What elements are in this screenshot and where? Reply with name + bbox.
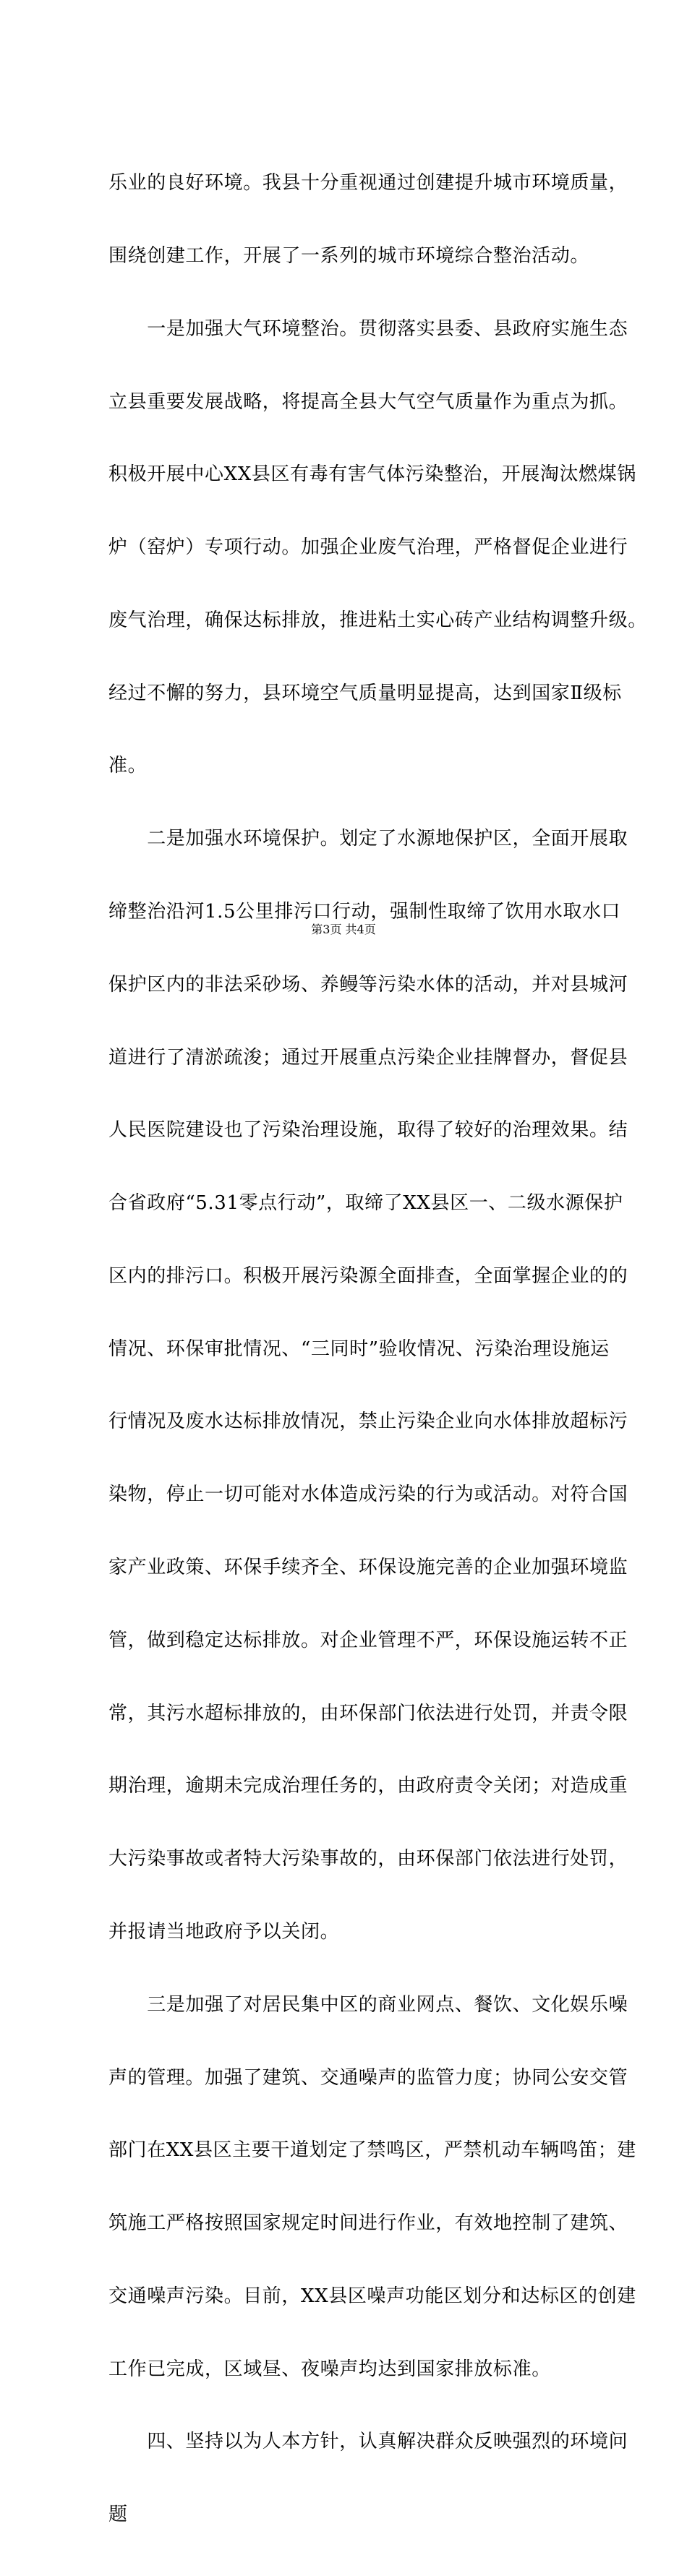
text-line: 二是加强水环境保护。划定了水源地保护区，全面开展取	[108, 828, 628, 850]
text-line: 四、坚持以为人本方针，认真解决群众反映强烈的环境问	[108, 2431, 628, 2453]
text-line: 并报请当地政府予以关闭。	[108, 1920, 340, 1943]
text-line: 围绕创建工作，开展了一系列的城市环境综合整治活动。	[108, 244, 590, 267]
text-line: 工作已完成，区域昼、夜噪声均达到国家排放标准。	[108, 2358, 551, 2380]
text-line: 保护区内的非法采砂场、养鳗等污染水体的活动，并对县城河	[108, 973, 628, 996]
text-line: 立县重要发展战略，将提高全县大气空气质量作为重点为抓。	[108, 390, 628, 413]
text-line: 准。	[108, 755, 148, 777]
text-line: 乐业的良好环境。我县十分重视通过创建提升城市环境质量，	[108, 172, 628, 194]
text-line: 期治理，逾期未完成治理任务的，由政府责令关闭；对造成重	[108, 1775, 628, 1797]
text-line: 家产业政策、环保手续齐全、环保设施完善的企业加强环境监	[108, 1557, 628, 1579]
document-text	[108, 123, 647, 2576]
text-line: 三是加强了对居民集中区的商业网点、餐饮、文化娱乐噪	[108, 1993, 628, 2016]
text-line: 区内的排污口。积极开展污染源全面排查，全面掌握企业的的	[108, 1265, 628, 1287]
text-line: 行情况及废水达标排放情况，禁止污染企业向水体排放超标污	[108, 1411, 628, 1433]
text-line: 道进行了清淤疏浚；通过开展重点污染企业挂牌督办，督促县	[108, 1046, 628, 1069]
text-line: 情况、环保审批情况、“三同时”验收情况、污染治理设施运	[108, 1338, 610, 1360]
text-line: 筑施工严格按照国家规定时间进行作业，有效地控制了建筑、	[108, 2212, 628, 2235]
text-line: 废气治理，确保达标排放，推进粘土实心砖产业结构调整升级。	[108, 609, 647, 631]
text-line: 合省政府“5.31零点行动”，取缔了XX县区一、二级水源保护	[108, 1192, 623, 1215]
text-line: 染物，停止一切可能对水体造成污染的行为或活动。对符合国	[108, 1484, 628, 1506]
text-line: 缔整治沿河1.5公里排污口行动，强制性取缔了饮用水取水口	[108, 901, 621, 923]
text-line: 经过不懈的努力，县环境空气质量明显提高，达到国家Ⅱ级标	[108, 682, 622, 704]
text-line: 声的管理。加强了建筑、交通噪声的监管力度；协同公安交管	[108, 2066, 628, 2089]
document-body	[108, 123, 647, 2576]
text-line: 积极开展中心XX县区有毒有害气体污染整治，开展淘汰燃煤锅	[108, 463, 636, 486]
text-line: 一是加强大气环境整治。贯彻落实县委、县政府实施生态	[108, 317, 628, 340]
text-line: 部门在XX县区主要干道划定了禁鸣区，严禁机动车辆鸣笛；建	[108, 2139, 636, 2162]
text-line: 常，其污水超标排放的，由环保部门依法进行处罚，并责令限	[108, 1702, 628, 1724]
text-line: 大污染事故或者特大污染事故的，由环保部门依法进行处罚，	[108, 1848, 628, 1870]
text-line: 管，做到稳定达标排放。对企业管理不严，环保设施运转不正	[108, 1629, 628, 1651]
text-line: 交通噪声污染。目前，XX县区噪声功能区划分和达标区的创建	[108, 2285, 636, 2307]
text-line: 题	[108, 2504, 128, 2526]
text-line: 炉（窑炉）专项行动。加强企业废气治理，严格督促企业进行	[108, 536, 628, 559]
text-line: 人民医院建设也了污染治理设施，取得了较好的治理效果。结	[108, 1119, 628, 1142]
page-number-footer: 第3页 共4页	[311, 923, 376, 936]
